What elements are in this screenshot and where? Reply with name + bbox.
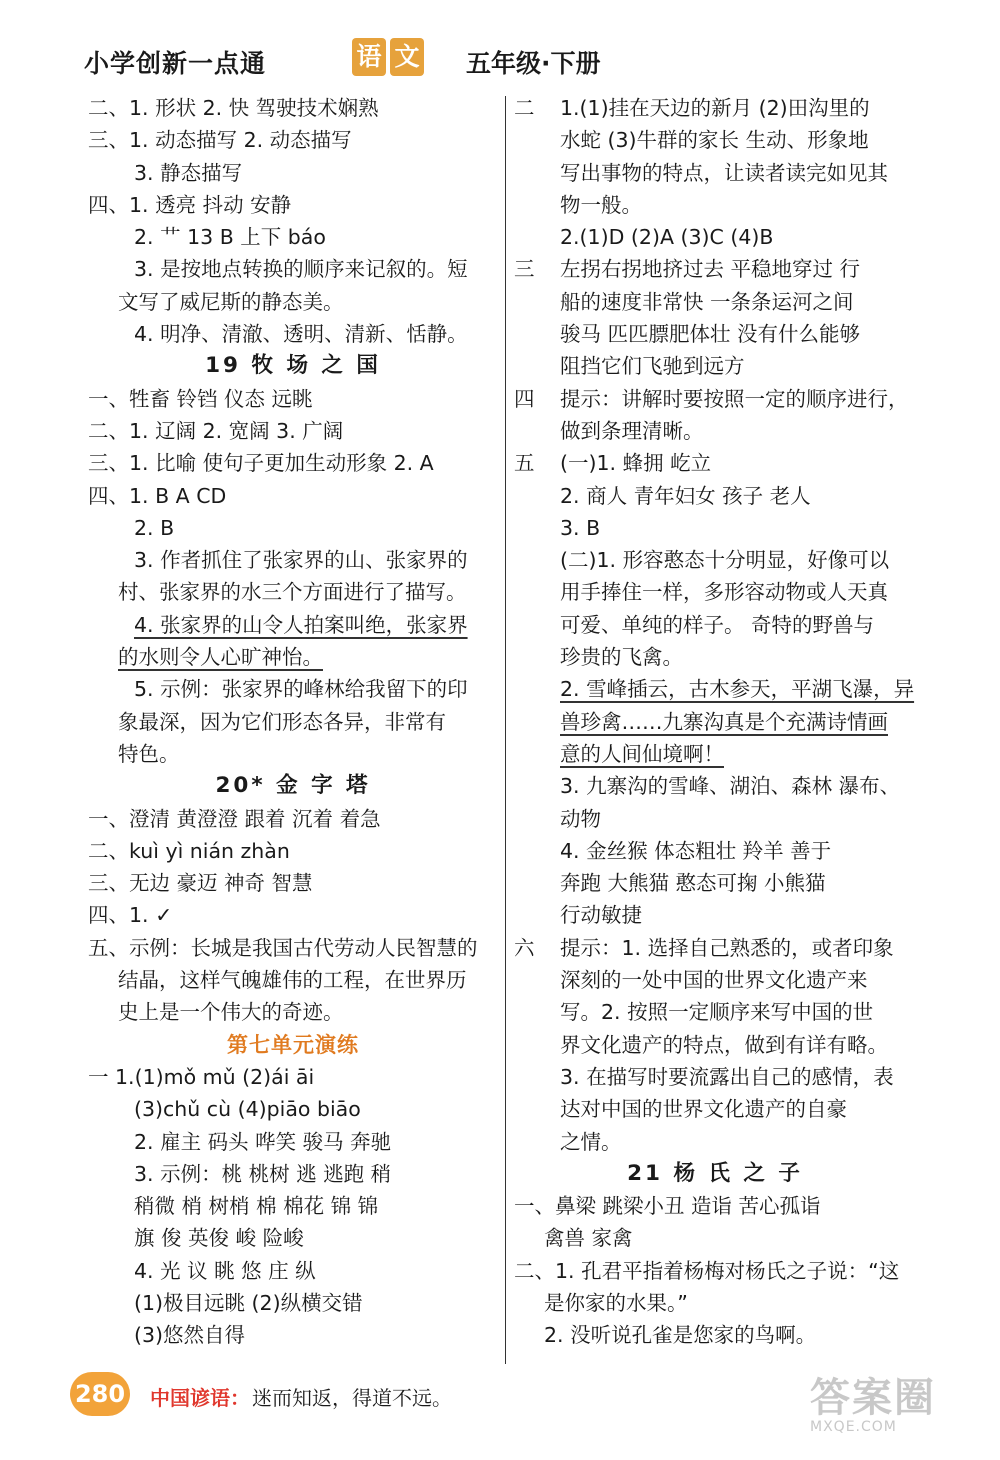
answer-text: 深刻的一处中国的世界文化遗产来 bbox=[560, 968, 868, 993]
lesson-title bbox=[88, 350, 498, 382]
answer-line bbox=[88, 318, 498, 350]
answer-text: 文写了威尼斯的静态美。 bbox=[118, 289, 344, 314]
answer-line bbox=[514, 253, 916, 285]
answer-line bbox=[514, 706, 916, 738]
answer-line bbox=[88, 1287, 498, 1319]
answer-line bbox=[88, 157, 498, 189]
answer-line bbox=[514, 641, 916, 673]
answer-line bbox=[88, 286, 498, 318]
answer-line bbox=[514, 383, 916, 415]
answer-line bbox=[88, 867, 498, 899]
answer-text: 三、无边 豪迈 神奇 智慧 bbox=[88, 871, 313, 896]
answer-line bbox=[514, 1287, 916, 1319]
page-header bbox=[70, 18, 950, 88]
answer-line bbox=[514, 996, 916, 1028]
answer-text: 用手捧住一样，多形容动物或人天真 bbox=[560, 580, 888, 605]
answer-line bbox=[88, 221, 498, 253]
answer-text: 界文化遗产的特点，做到有详有略。 bbox=[560, 1032, 888, 1057]
answer-line bbox=[88, 124, 498, 156]
answer-text: 奔跑 大熊猫 憨态可掬 小熊猫 bbox=[560, 871, 826, 896]
answer-text: 骏马 匹匹膘肥体壮 没有什么能够 bbox=[560, 322, 861, 347]
answer-text: 三、1. 动态描写 2. 动态描写 bbox=[88, 128, 352, 153]
answer-text: 第七单元演练 bbox=[227, 1032, 359, 1057]
answer-text: 史上是一个伟大的奇迹。 bbox=[118, 1000, 344, 1025]
answer-text: 达对中国的世界文化遗产的自豪 bbox=[560, 1097, 847, 1122]
answer-text: 写。2. 按照一定顺序来写中国的世 bbox=[560, 1000, 874, 1025]
answer-line bbox=[88, 803, 498, 835]
answer-text: 结晶，这样气魄雄伟的工程，在世界历 bbox=[118, 968, 467, 993]
answer-text: 禽兽 家禽 bbox=[544, 1226, 633, 1251]
answer-text: 船的速度非常快 一条条运河之间 bbox=[560, 289, 854, 314]
answer-text: 3. 是按地点转换的顺序来记叙的。短 bbox=[134, 257, 468, 282]
answer-text: 2. 商人 青年妇女 孩子 老人 bbox=[560, 483, 811, 508]
answer-text: 做到条理清晰。 bbox=[560, 418, 704, 443]
answer-line bbox=[88, 641, 498, 673]
answer-line bbox=[514, 124, 916, 156]
answer-text: 1.(1)挂在天边的新月 (2)田沟里的 bbox=[560, 96, 870, 120]
answer-line bbox=[88, 447, 498, 479]
answer-line bbox=[514, 867, 916, 899]
unit-title bbox=[88, 1029, 498, 1061]
answer-line bbox=[514, 964, 916, 996]
answer-line bbox=[88, 738, 498, 770]
answer-line bbox=[514, 1061, 916, 1093]
answer-line bbox=[514, 673, 916, 705]
answer-line bbox=[514, 835, 916, 867]
answer-text: 珍贵的飞禽。 bbox=[560, 645, 683, 670]
answer-line bbox=[88, 996, 498, 1028]
answer-line bbox=[514, 1126, 916, 1158]
answer-text: 一、澄清 黄澄澄 跟着 沉着 着急 bbox=[88, 806, 381, 831]
answer-text: 3. 示例：桃 桃树 逃 逃跑 稍 bbox=[134, 1161, 392, 1186]
subject-badge bbox=[352, 38, 424, 76]
answer-text: 4. 光 议 眺 悠 庄 纵 bbox=[134, 1258, 316, 1283]
answer-text: 动物 bbox=[560, 806, 601, 831]
answer-line bbox=[88, 512, 498, 544]
answer-text: 5. 示例：张家界的峰林给我留下的印 bbox=[134, 677, 468, 702]
answer-text: 特色。 bbox=[118, 741, 180, 766]
lesson-title bbox=[88, 770, 498, 802]
answer-text: 旗 俊 英俊 峻 险峻 bbox=[134, 1226, 304, 1251]
answer-line bbox=[88, 932, 498, 964]
answer-text: 是你家的水果。” bbox=[544, 1290, 688, 1315]
answer-text: 19 牧 场 之 国 bbox=[205, 353, 381, 379]
answer-line bbox=[514, 447, 916, 479]
watermark-url: MXQE.COM bbox=[810, 1419, 897, 1435]
answer-text: (二)1. 形容憨态十分明显，好像可以 bbox=[560, 548, 890, 573]
answer-line bbox=[88, 609, 498, 641]
answer-line bbox=[514, 221, 916, 253]
answer-line bbox=[514, 92, 916, 124]
answer-text: 三、1. 比喻 使句子更加生动形象 2. A bbox=[88, 451, 434, 476]
answer-line bbox=[88, 1222, 498, 1254]
answer-text: 2. 雇主 码头 哗笑 骏马 奔驰 bbox=[134, 1129, 392, 1154]
answer-text: 四、1. ✓ bbox=[88, 903, 173, 928]
answer-text: 二、kuì yì nián zhàn bbox=[88, 838, 290, 863]
answer-text: 2. B bbox=[134, 515, 175, 540]
answer-line bbox=[514, 286, 916, 318]
answer-text: 4. 明净、清澈、透明、清新、恬静。 bbox=[134, 322, 468, 347]
answer-text: 行动敏捷 bbox=[560, 903, 642, 928]
answer-line bbox=[514, 318, 916, 350]
page-number: 280 bbox=[70, 1372, 130, 1416]
answer-line bbox=[88, 415, 498, 447]
answer-line bbox=[88, 1093, 498, 1125]
answer-line bbox=[514, 415, 916, 447]
section-number: 六 bbox=[514, 935, 535, 960]
answer-text: 写出事物的特点，让读者读完如见其 bbox=[560, 160, 888, 185]
answer-line bbox=[514, 512, 916, 544]
answer-line bbox=[88, 1061, 498, 1093]
answer-text: 2. 雪峰插云，古木参天，平湖飞瀑，异 bbox=[560, 677, 915, 702]
answer-line bbox=[88, 92, 498, 124]
answer-line bbox=[88, 480, 498, 512]
subject-char: 文 bbox=[390, 38, 424, 76]
left-column bbox=[88, 92, 498, 1352]
answer-line bbox=[88, 706, 498, 738]
answer-text: 二、1. 形状 2. 快 驾驶技术娴熟 bbox=[88, 96, 379, 120]
answer-text: 一 1.(1)mǒ mǔ (2)ái āi bbox=[88, 1064, 315, 1089]
answer-line bbox=[88, 576, 498, 608]
answer-text: 提示：1. 选择自己熟悉的，或者印象 bbox=[560, 935, 894, 960]
section-number: 三 bbox=[514, 257, 535, 282]
answer-line bbox=[88, 189, 498, 221]
answer-line bbox=[514, 932, 916, 964]
answer-line bbox=[88, 673, 498, 705]
column-divider bbox=[505, 96, 506, 1364]
section-number: 四 bbox=[514, 386, 535, 411]
answer-text: (3)悠然自得 bbox=[134, 1323, 246, 1348]
grade-label: 五年级·下册 bbox=[466, 49, 601, 78]
answer-text: 二、1. 孔君平指着杨梅对杨氏之子说：“这 bbox=[514, 1258, 900, 1283]
answer-text: 一、牲畜 铃铛 仪态 远眺 bbox=[88, 386, 313, 411]
answer-text: 2. 没听说孔雀是您家的鸟啊。 bbox=[544, 1323, 817, 1348]
answer-text: 意的人间仙境啊！ bbox=[560, 741, 724, 766]
answer-text: 二、1. 辽阔 2. 宽阔 3. 广阔 bbox=[88, 418, 344, 443]
answer-text: 3. 静态描写 bbox=[134, 160, 243, 185]
answer-line bbox=[514, 1319, 916, 1351]
answer-line bbox=[88, 1158, 498, 1190]
answer-text: 20* 金 字 塔 bbox=[215, 773, 371, 799]
answer-line bbox=[88, 544, 498, 576]
answer-text: (3)chǔ cù (4)piāo biāo bbox=[134, 1097, 361, 1122]
answer-line bbox=[88, 1190, 498, 1222]
answer-line bbox=[514, 609, 916, 641]
answer-text: 兽珍禽……九寨沟真是个充满诗情画 bbox=[560, 709, 888, 734]
answer-text: (一)1. 蜂拥 屹立 bbox=[560, 451, 712, 476]
answer-line bbox=[514, 576, 916, 608]
answer-text: 3. 九寨沟的雪峰、湖泊、森林 瀑布、 bbox=[560, 774, 901, 799]
answer-text: 稍微 梢 树梢 棉 棉花 锦 锦 bbox=[134, 1194, 379, 1219]
answer-text: 3. 作者抓住了张家界的山、张家界的 bbox=[134, 548, 468, 573]
answer-text: 2. 艹 13 B 上下 báo bbox=[134, 225, 326, 250]
answer-text: 村、张家界的水三个方面进行了描写。 bbox=[118, 580, 467, 605]
answer-line bbox=[514, 1190, 916, 1222]
answer-text: (1)极目远眺 (2)纵横交错 bbox=[134, 1290, 363, 1315]
answer-text: 4. 金丝猴 体态粗壮 羚羊 善于 bbox=[560, 838, 832, 863]
answer-text: 4. 张家界的山令人拍案叫绝，张家界 bbox=[134, 612, 468, 637]
answer-text: 之情。 bbox=[560, 1129, 622, 1154]
answer-text: 可爱、单纯的样子。 奇特的野兽与 bbox=[560, 612, 875, 637]
answer-text: 3. B bbox=[560, 515, 601, 540]
answer-line bbox=[88, 383, 498, 415]
answer-line bbox=[514, 350, 916, 382]
book-series-title: 小学创新一点通 bbox=[84, 49, 267, 78]
answer-line bbox=[514, 1093, 916, 1125]
watermark-text: 答案圈 bbox=[810, 1375, 936, 1421]
answer-line bbox=[514, 738, 916, 770]
answer-text: 象最深，因为它们形态各异，非常有 bbox=[118, 709, 446, 734]
answer-text: 21 杨 氏 之 子 bbox=[627, 1160, 803, 1186]
answer-line bbox=[514, 544, 916, 576]
answer-line bbox=[514, 1222, 916, 1254]
section-number: 二 bbox=[514, 96, 535, 120]
answer-text: 2.(1)D (2)A (3)C (4)B bbox=[560, 225, 774, 250]
answer-line bbox=[514, 189, 916, 221]
proverb-label: 中国谚语： bbox=[150, 1386, 250, 1410]
answer-text: 一、鼻梁 跳梁小丑 造诣 苦心孤诣 bbox=[514, 1194, 821, 1219]
answer-line bbox=[88, 835, 498, 867]
answer-line bbox=[88, 253, 498, 285]
answer-line bbox=[514, 1029, 916, 1061]
answer-line bbox=[514, 157, 916, 189]
section-number: 五 bbox=[514, 451, 535, 476]
answer-line bbox=[514, 770, 916, 802]
proverb-text: 迷而知返，得道不远。 bbox=[252, 1386, 452, 1410]
answer-text: 四、1. B A CD bbox=[88, 483, 227, 508]
answer-line bbox=[88, 1255, 498, 1287]
answer-text: 水蛇 (3)牛群的家长 生动、形象地 bbox=[560, 128, 869, 153]
right-column bbox=[514, 92, 916, 1352]
answer-line bbox=[88, 1319, 498, 1351]
answer-text: 物一般。 bbox=[560, 192, 642, 217]
watermark-logo bbox=[810, 1366, 980, 1446]
answer-line bbox=[514, 803, 916, 835]
lesson-title bbox=[514, 1158, 916, 1190]
answer-line bbox=[514, 480, 916, 512]
answer-text: 提示：讲解时要按照一定的顺序进行， bbox=[560, 386, 909, 411]
subject-char: 语 bbox=[352, 38, 386, 76]
answer-line bbox=[88, 899, 498, 931]
answer-text: 五、示例：长城是我国古代劳动人民智慧的 bbox=[88, 935, 478, 960]
answer-line bbox=[514, 1255, 916, 1287]
answer-line bbox=[88, 1126, 498, 1158]
answer-line bbox=[88, 964, 498, 996]
answer-line bbox=[514, 899, 916, 931]
answer-text: 左拐右拐地挤过去 平稳地穿过 行 bbox=[560, 257, 861, 282]
answer-text: 的水则令人心旷神怡。 bbox=[118, 645, 323, 670]
answer-text: 四、1. 透亮 抖动 安静 bbox=[88, 192, 292, 217]
answer-text: 3. 在描写时要流露出自己的感情，表 bbox=[560, 1064, 894, 1089]
answer-text: 阻挡它们飞驰到远方 bbox=[560, 354, 745, 379]
